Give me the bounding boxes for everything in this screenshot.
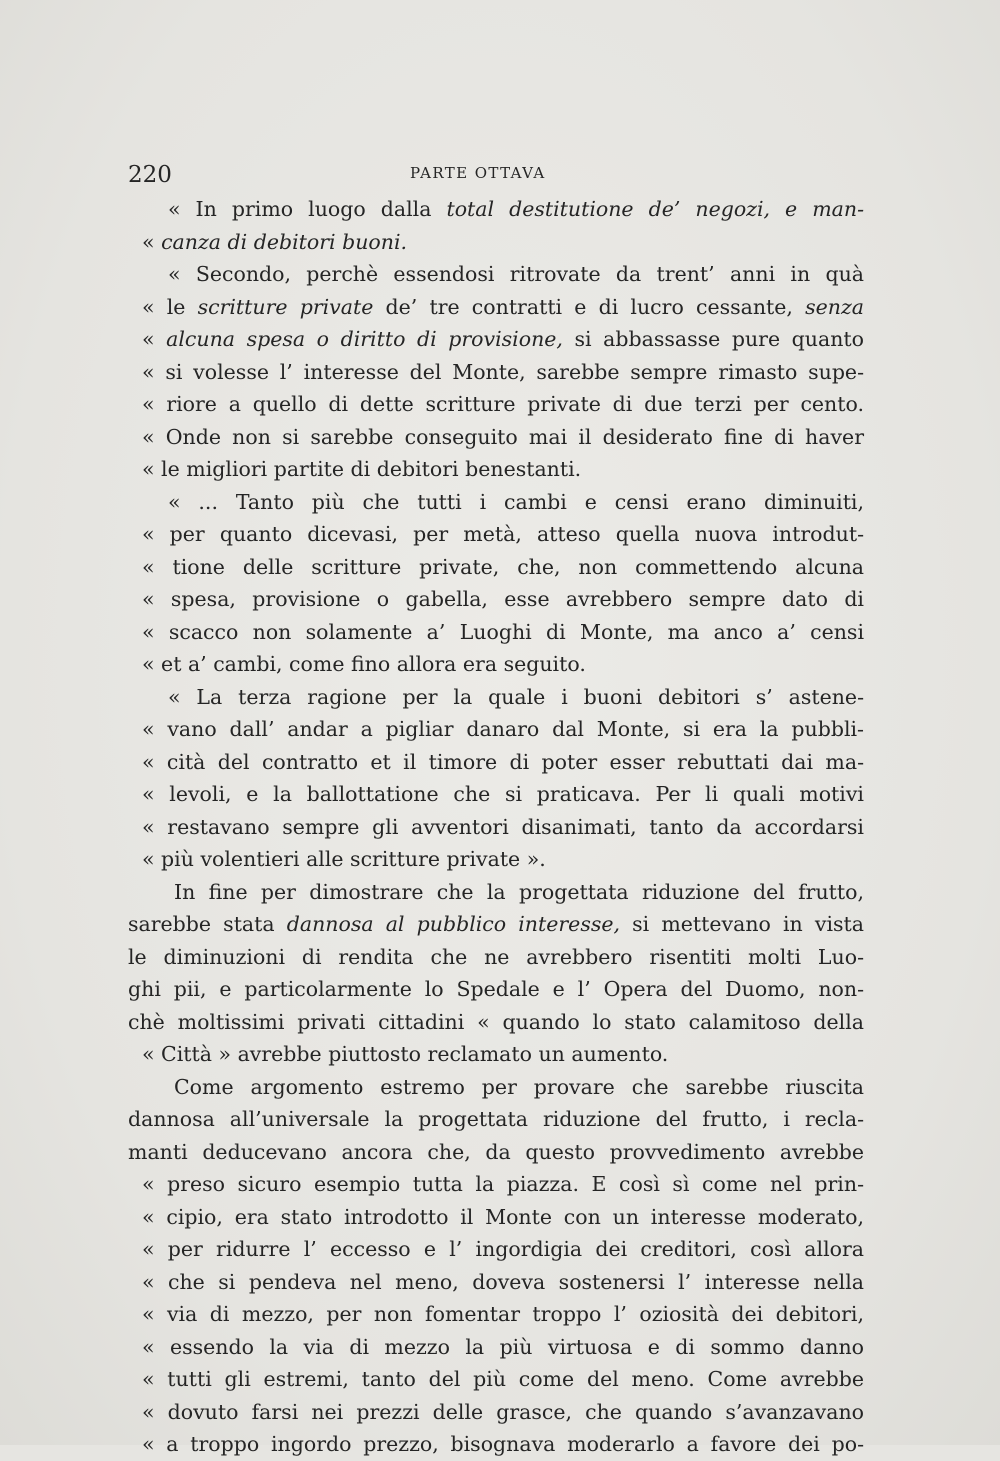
text-line — [128, 1266, 864, 1299]
page-header — [128, 160, 864, 194]
text-line — [128, 226, 864, 259]
text-segment: « che si pendeva nel meno, doveva sostenersi l’ interesse nella — [142, 1269, 864, 1294]
text-segment: « ... Tanto più che tutti i cambi e censi erano diminuiti, — [168, 489, 864, 514]
text-segment: « tione delle scritture private, che, non commettendo alcuna — [142, 554, 864, 579]
text-line — [128, 1233, 864, 1266]
text-line — [128, 746, 864, 779]
text-line — [128, 1071, 864, 1104]
text-line — [128, 681, 864, 714]
text-segment: « vano dall’ andar a pigliar danaro dal Monte, si era la pubbli- — [142, 717, 864, 741]
text-segment: « Onde non si sarebbe conseguito mai il desiderato fine di haver — [142, 424, 864, 449]
page-number: 220 — [128, 162, 172, 188]
text-line — [128, 1136, 864, 1169]
italic-text-segment: alcuna spesa o diritto di provisione, — [166, 327, 563, 351]
text-line — [128, 778, 864, 811]
text-segment: « La terza ragione per la quale i buoni debitori s’ astene- — [168, 684, 864, 709]
text-segment: « cipio, era stato introdotto il Monte con un interesse moderato, — [142, 1204, 864, 1229]
text-line — [128, 323, 864, 356]
text-segment: « et a’ cambi, come fino allora era seguito. — [142, 652, 586, 676]
text-line — [128, 453, 864, 486]
text-line — [128, 876, 864, 909]
text-line — [128, 1201, 864, 1234]
text-segment: « Secondo, perchè essendosi ritrovate da trent’ anni in quà — [168, 262, 864, 286]
text-segment: ghi pii, e particolarmente lo Spedale e l’ Opera del Duomo, non- — [128, 977, 864, 1001]
italic-text-segment: scritture private — [197, 294, 374, 319]
text-line — [128, 388, 864, 421]
text-line — [128, 1006, 864, 1039]
text-segment: « più volentieri alle scritture private ». — [142, 847, 546, 871]
text-line — [128, 421, 864, 454]
text-segment: « In primo luogo dalla — [168, 197, 447, 221]
text-segment: chè moltissimi privati cittadini « quando lo stato calamitoso della — [128, 1009, 864, 1034]
text-line — [128, 583, 864, 616]
text-segment: « dovuto farsi nei prezzi delle grasce, che quando s’avanzavano — [142, 1399, 864, 1424]
text-line — [128, 908, 864, 941]
text-line — [128, 291, 864, 324]
italic-text-segment: senza — [805, 294, 864, 319]
text-line — [128, 1038, 864, 1071]
text-segment: « — [142, 229, 162, 254]
text-line — [128, 1396, 864, 1429]
text-line — [128, 1428, 864, 1461]
text-segment: « scacco non solamente a’ Luoghi di Monte, ma anco a’ censi — [142, 619, 864, 644]
text-segment: manti deducevano ancora che, da questo provvedimento avrebbe — [128, 1139, 864, 1164]
text-line — [128, 1168, 864, 1201]
text-line — [128, 1103, 864, 1136]
text-segment: « Città » avrebbe piuttosto reclamato un aumento. — [142, 1042, 669, 1066]
text-segment: de’ tre contratti e di lucro cessante, — [373, 294, 806, 319]
text-line — [128, 843, 864, 876]
text-segment: « levoli, e la ballottatione che si praticava. Per li quali motivi — [142, 782, 864, 806]
text-segment: « le — [142, 294, 198, 319]
text-segment: « le migliori partite di debitori benestanti. — [142, 457, 582, 481]
text-segment: « preso sicuro esempio tutta la piazza. E così sì come nel prin- — [142, 1172, 864, 1196]
text-segment: « tutti gli estremi, tanto del più come del meno. Come avrebbe — [142, 1367, 864, 1391]
text-segment: « per ridurre l’ eccesso e l’ ingordigia dei creditori, così allora — [142, 1237, 864, 1261]
text-line — [128, 258, 864, 291]
text-line — [128, 486, 864, 519]
body-text — [128, 193, 864, 1461]
text-segment: le diminuzioni di rendita che ne avrebbero risentiti molti Luo- — [128, 944, 864, 969]
text-segment: « per quanto dicevasi, per metà, atteso quella nuova introdut- — [142, 522, 864, 546]
italic-text-segment: total destitutione de’ negozi, e man- — [446, 197, 864, 221]
text-segment: « riore a quello di dette scritture private di due terzi per cento. — [142, 392, 864, 416]
running-head: PARTE OTTAVA — [410, 164, 546, 182]
text-line — [128, 811, 864, 844]
text-segment: dannosa all’universale la progettata riduzione del frutto, i recla- — [128, 1107, 864, 1131]
text-line — [128, 356, 864, 389]
text-segment: si abbassasse pure quanto — [562, 327, 865, 351]
text-line — [128, 1331, 864, 1364]
text-segment: « essendo la via di mezzo la più virtuosa e di sommo danno — [142, 1334, 864, 1359]
text-line — [128, 648, 864, 681]
text-line — [128, 941, 864, 974]
text-line — [128, 973, 864, 1006]
text-line — [128, 551, 864, 584]
text-line — [128, 616, 864, 649]
text-line — [128, 193, 864, 226]
text-segment: « restavano sempre gli avventori disanimati, tanto da accordarsi — [142, 814, 864, 839]
text-segment: In fine per dimostrare che la progettata riduzione del frutto, — [174, 879, 864, 904]
text-segment: « cità del contratto et il timore di poter esser rebuttati dai ma- — [142, 749, 864, 774]
text-segment: « via di mezzo, per non fomentar troppo l’ oziosità dei debitori, — [142, 1302, 864, 1326]
text-segment: Come argomento estremo per provare che sarebbe riuscita — [174, 1074, 864, 1099]
text-line — [128, 713, 864, 746]
text-segment: « spesa, provisione o gabella, esse avrebbero sempre dato di — [142, 587, 864, 611]
text-segment: si mettevano in vista — [620, 912, 865, 936]
text-line — [128, 1298, 864, 1331]
italic-text-segment: dannosa al pubblico interesse, — [286, 912, 621, 936]
italic-text-segment: canza di debitori buoni. — [161, 229, 408, 254]
text-line — [128, 1363, 864, 1396]
text-line — [128, 518, 864, 551]
text-segment: sarebbe stata — [128, 912, 287, 936]
text-segment: « si volesse l’ interesse del Monte, sarebbe sempre rimasto supe- — [142, 359, 864, 384]
text-segment: « a troppo ingordo prezzo, bisognava moderarlo a favore dei po- — [142, 1432, 864, 1456]
text-segment: « — [142, 327, 167, 351]
